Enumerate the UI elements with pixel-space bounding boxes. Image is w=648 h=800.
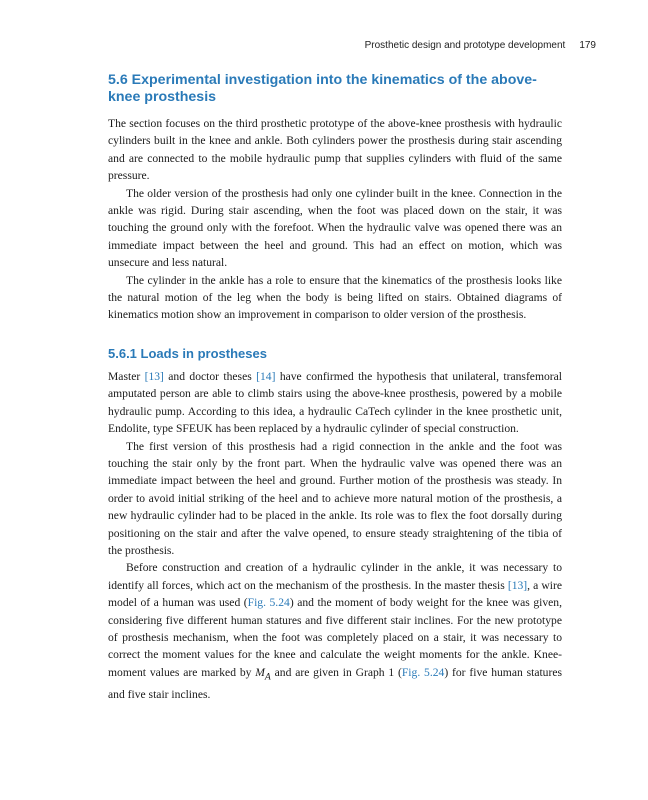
text-run: and are given in Graph 1 ( (270, 665, 402, 679)
citation-link-14[interactable]: [14] (256, 369, 276, 383)
subsection-paragraph-1 (108, 368, 562, 438)
section-paragraph-3: The cylinder in the ankle has a role to ensure that the kinematics of the prosthesis looks like the natural motion of the leg when the body is being lifted on stairs. Obtained diagrams of kinematics motion show an improvement in comparison to older version of the prosthesis. (108, 273, 562, 322)
text-run: ) for five human statures and five stair inclines. (108, 665, 562, 701)
math-base: M (255, 665, 265, 679)
citation-link-13[interactable]: [13] (507, 578, 528, 592)
text-run: Before construction and creation of a hydraulic cylinder in the ankle, it was necessary to identify all forces, which act on the mechanism of the prosthesis. In the master thesis (108, 561, 562, 592)
subsection-paragraph-3 (108, 559, 562, 703)
text-run: have confirmed the hypothesis that unilateral, transfemoral amputated person are able to climb stairs using the above-knee prosthesis, powered by a mobile hydraulic pump. According to this idea, a hydraulic CaTech cylinder in the knee prosthetic unit, Endolite, type SFEUK has been replaced by a hydraulic cylinder of special construction. (108, 369, 562, 436)
running-title: Prosthetic design and prototype development (364, 40, 566, 51)
math-subscript: A (264, 671, 271, 683)
text-run: and doctor theses (163, 369, 257, 383)
figure-link-5-24[interactable]: Fig. 5.24 (401, 665, 445, 679)
subsection-paragraph-2: The first version of this prosthesis had a rigid connection in the ankle and the foot was touching the stair only by the front part. When the hydraulic valve was opened there was an immediate impact between the heel and ground. Further motion of the prosthesis was steady. In order to avoid initial striking of the heel and to achieve more natural motion of the prosthesis, a new hydraulic cylinder had to be placed in the ankle. Its role was to flex the foot dorsally during positioning on the stair and after the valve opened, to ensure steady straightening of the tibia of the prosthesis. (108, 439, 562, 557)
section-paragraph-2: The older version of the prosthesis had only one cylinder built in the knee. Connection in the ankle was rigid. During stair ascending, when the foot was placed down on the stair, it was touching the ground only with the forefoot. When the hydraulic valve was opened there was an immediate impact between the heel and ground. This had an effect on motion, which was unsecure and less natural. (108, 186, 562, 270)
running-head (365, 40, 596, 51)
citation-link-13[interactable]: [13] (144, 369, 164, 383)
figure-link-5-24[interactable]: Fig. 5.24 (247, 596, 290, 610)
page-number: 179 (579, 40, 596, 51)
text-run: Master (108, 369, 145, 383)
text-run: ) and the moment of body weight for the knee was given, considering five different human statures and five different stair inclines. For the new prototype of prosthesis mechanism, when the foot was completely placed on a stair, it was necessary to correct the moment values for the knee and calculate the weight moments for the ankle. Knee-moment values are marked by (108, 596, 562, 679)
section-paragraph-1: The section focuses on the third prosthetic prototype of the above-knee prosthesis with hydraulic cylinders built in the knee and ankle. Both cylinders power the prosthesis during stair ascending and are connected to the mobile hydraulic pump that supplies cylinders with fluid of the same pressure. (108, 117, 562, 183)
text-run: , a wire model of a human was used ( (108, 578, 562, 610)
section-heading: 5.6 Experimental investigation into the kinematics of the above-knee prosthesis (108, 72, 537, 105)
subsection-heading: 5.6.1 Loads in prostheses (108, 345, 267, 361)
main-content (108, 72, 562, 703)
math-symbol-ma (255, 665, 271, 683)
